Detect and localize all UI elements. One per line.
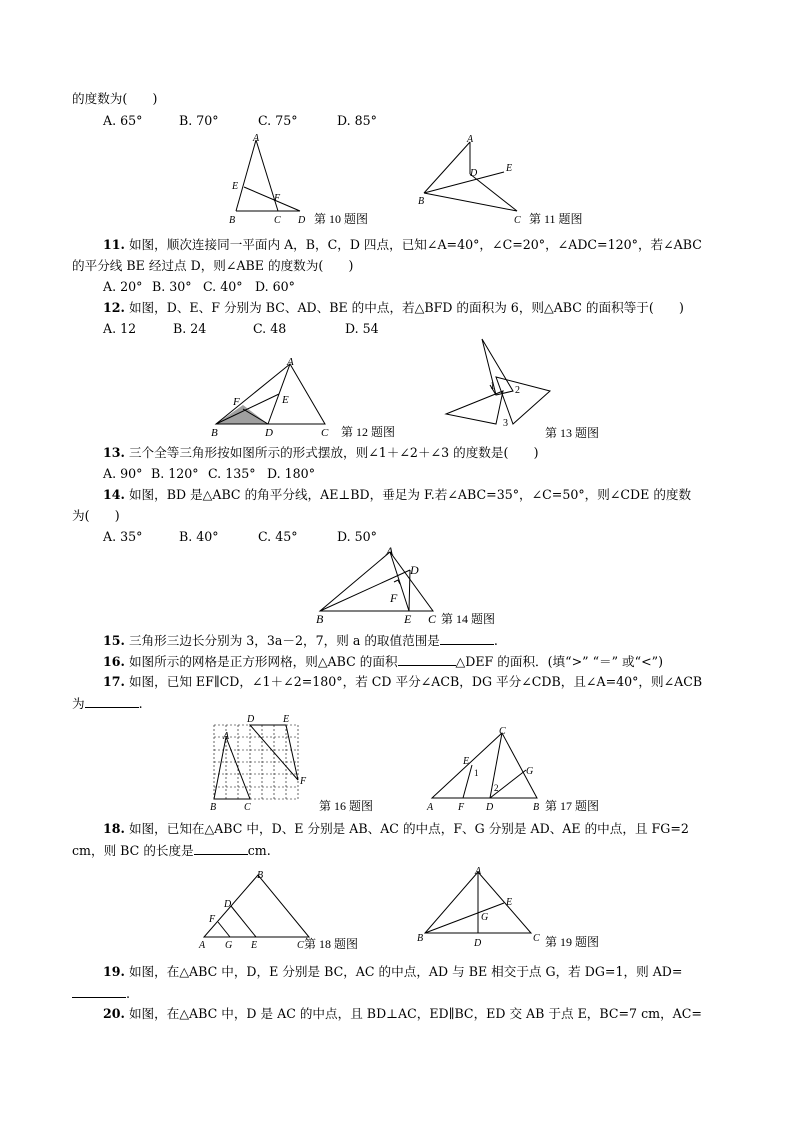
q12-label-f: F xyxy=(233,396,240,408)
q17-caption: 第 17 题图 xyxy=(545,799,600,813)
q16-label-f: F xyxy=(300,776,307,787)
q13-line1 xyxy=(103,445,539,461)
q18-label-a: A xyxy=(199,940,206,951)
q19-label-g: G xyxy=(481,912,489,923)
q17-number: 17. xyxy=(103,674,125,689)
q20-number: 20. xyxy=(103,1006,125,1021)
q13-number: 13. xyxy=(103,445,125,460)
q14-option-a: A. 35° xyxy=(103,529,143,544)
q20-line1 xyxy=(103,1006,702,1022)
q18-label-e: E xyxy=(251,940,258,951)
q10-label-f: F xyxy=(274,193,281,204)
q12-options xyxy=(103,321,379,337)
q10-option-a: A. 65° xyxy=(103,113,143,128)
q18-number: 18. xyxy=(103,821,125,836)
q18-text-2b: cm. xyxy=(247,843,271,858)
q18-text-1: 如图，已知在△ABC 中，D、E 分别是 AB、AC 的中点，F、G 分别是 AD、AE 的中点，且 FG=2 xyxy=(128,821,689,836)
q12-option-c: C. 48 xyxy=(253,321,287,336)
q11-label-e: E xyxy=(506,163,513,174)
q16-label-c: C xyxy=(244,802,251,813)
q18-label-d: D xyxy=(224,899,232,910)
q17-text-1: 如图，已知 EF∥CD，∠1＋∠2=180°，若 CD 平分∠ACB，DG 平分∠CDB，且∠A=40°，则∠ACB xyxy=(128,674,703,689)
q18-label-f: F xyxy=(209,914,216,925)
q10-stem-tail: 的度数为( ) xyxy=(72,91,158,106)
q17-answer-blank[interactable] xyxy=(85,695,139,708)
q12-label-a: A xyxy=(287,356,294,368)
q14-caption: 第 14 题图 xyxy=(441,612,496,626)
q14-number: 14. xyxy=(103,487,125,502)
q11-caption: 第 11 题图 xyxy=(529,212,583,226)
q19-number: 19. xyxy=(103,964,125,979)
figure-q14 xyxy=(310,542,520,628)
q19-text-2: . xyxy=(126,986,131,1001)
q13-angle-3: 3 xyxy=(503,418,508,429)
q12-label-b: B xyxy=(211,427,218,439)
q11-text-2: 的平分线 BE 经过点 D，则∠ABE 的度数为( ) xyxy=(72,258,354,273)
figure-q12 xyxy=(206,355,416,443)
q17-label-d: D xyxy=(486,802,494,813)
q12-option-a: A. 12 xyxy=(103,321,137,336)
q19-label-a: A xyxy=(475,866,482,877)
q13-option-c: C. 135° xyxy=(208,466,256,481)
q10-option-d: D. 85° xyxy=(337,113,377,128)
q11-label-d: D xyxy=(470,168,478,179)
q16-label-e: E xyxy=(283,714,290,725)
q17-label-g: G xyxy=(526,766,534,777)
q10-caption: 第 10 题图 xyxy=(314,212,369,226)
q10-label-a: A xyxy=(253,134,260,144)
q11-label-a: A xyxy=(467,134,474,145)
q18-label-b: B xyxy=(257,870,264,881)
q15-text-b: . xyxy=(493,633,498,648)
q17-label-e: E xyxy=(463,756,470,767)
q13-option-d: D. 180° xyxy=(267,466,315,481)
q14-label-f: F xyxy=(390,591,398,605)
q17-label-a: A xyxy=(427,802,434,813)
q12-label-d: D xyxy=(265,427,273,439)
q10-label-d: D xyxy=(298,215,306,226)
figure-q19 xyxy=(414,864,614,956)
q11-number: 11. xyxy=(103,237,125,252)
q11-option-b: B. 30° xyxy=(152,279,192,294)
figure-q10 xyxy=(224,134,384,230)
q18-label-g: G xyxy=(225,940,233,951)
q11-option-c: C. 40° xyxy=(203,279,243,294)
q17-line1 xyxy=(103,674,702,690)
q14-text-1: 如图，BD 是△ABC 的角平分线，AE⊥BD，垂足为 F.若∠ABC=35°，∠C=50°，则∠CDE 的度数 xyxy=(128,487,692,502)
q10-label-e: E xyxy=(232,181,239,192)
q17-label-b: B xyxy=(533,802,540,813)
q12-label-c: C xyxy=(321,427,329,439)
q12-text-1: 如图，D、E、F 分别为 BC、AD、BE 的中点，若△BFD 的面积为 6，则△ABC 的面积等于( ) xyxy=(128,300,684,315)
q18-line1 xyxy=(103,821,689,837)
q18-text-2a: cm，则 BC 的长度是 xyxy=(72,843,194,858)
q16-text-b: △DEF 的面积．(填“>” “＝” 或“<”) xyxy=(455,654,663,669)
q12-option-d: D. 54 xyxy=(345,321,379,336)
q13-option-a: A. 90° xyxy=(103,466,143,481)
q17-angle-1: 1 xyxy=(474,768,479,778)
q19-line1 xyxy=(103,964,682,980)
q12-caption: 第 12 题图 xyxy=(341,425,396,439)
q19-line2 xyxy=(72,985,130,1002)
q14-label-b: B xyxy=(316,612,324,626)
q18-line2 xyxy=(72,842,271,859)
q10-label-c: C xyxy=(274,215,281,226)
figure-q16 xyxy=(204,710,404,820)
q19-answer-blank[interactable] xyxy=(72,985,126,998)
q10-option-c: C. 75° xyxy=(258,113,298,128)
q13-angle-2: 2 xyxy=(515,385,520,396)
q17-line2 xyxy=(72,695,143,712)
q12-shaded-triangle xyxy=(216,405,268,424)
q16-answer-blank[interactable] xyxy=(398,653,456,666)
q11-options xyxy=(103,279,295,295)
q12-option-b: B. 24 xyxy=(173,321,207,336)
q17-label-f: F xyxy=(458,802,465,813)
q17-label-c: C xyxy=(499,726,506,737)
q14-label-a: A xyxy=(386,544,394,558)
figure-q11 xyxy=(412,134,597,230)
q19-text-1: 如图，在△ABC 中，D，E 分别是 BC，AC 的中点，AD 与 BE 相交于点 G，若 DG=1，则 AD= xyxy=(128,964,683,979)
q14-line1 xyxy=(103,487,691,503)
q14-option-c: C. 45° xyxy=(258,529,298,544)
q19-label-d: D xyxy=(474,938,482,949)
q14-label-c: C xyxy=(428,612,437,626)
q13-options xyxy=(103,466,315,482)
q16-label-a: A xyxy=(223,731,230,742)
q14-label-d: D xyxy=(410,563,419,577)
q14-option-b: B. 40° xyxy=(179,529,219,544)
q16-label-b: B xyxy=(210,802,217,813)
q16-label-d: D xyxy=(247,714,255,725)
q16-caption: 第 16 题图 xyxy=(319,799,374,813)
figure-q18 xyxy=(196,866,386,956)
q14-text-2: 为( ) xyxy=(72,508,120,523)
q20-text-1: 如图，在△ABC 中，D 是 AC 的中点，且 BD⊥AC，ED∥BC，ED 交 AB 于点 E，BC=7 cm，AC= xyxy=(128,1006,702,1021)
q11-label-c: C xyxy=(514,215,521,226)
q15-text-a: 三角形三边长分别为 3，3a－2，7，则 a 的取值范围是 xyxy=(128,633,440,648)
q10-options xyxy=(103,113,377,129)
q12-number: 12. xyxy=(103,300,125,315)
q19-label-e: E xyxy=(506,897,513,908)
q11-label-b: B xyxy=(418,196,425,207)
q12-line1 xyxy=(103,300,684,316)
q12-label-e: E xyxy=(282,394,289,406)
q16-number: 16. xyxy=(103,654,125,669)
q19-label-b: B xyxy=(417,933,424,944)
q14-label-e: E xyxy=(404,612,412,626)
q15-number: 15. xyxy=(103,633,125,648)
q17-angle-2: 2 xyxy=(494,783,499,793)
q16-text-a: 如图所示的网格是正方形网格，则△ABC 的面积 xyxy=(128,654,398,669)
q19-label-c: C xyxy=(533,933,540,944)
q18-caption: 第 18 题图 xyxy=(304,937,359,951)
q13-text-1: 三个全等三角形按如图所示的形式摆放，则∠1＋∠2＋∠3 的度数是( ) xyxy=(128,445,539,460)
q14-option-d: D. 50° xyxy=(337,529,377,544)
figure-q17 xyxy=(424,724,624,820)
q10-option-b: B. 70° xyxy=(179,113,219,128)
q11-option-d: D. 60° xyxy=(255,279,295,294)
q11-text-1: 如图，顺次连接同一平面内 A，B，C，D 四点，已知∠A=40°，∠C=20°，∠ADC=120°，若∠ABC xyxy=(128,237,702,252)
q17-text-2a: 为 xyxy=(72,696,85,711)
q19-caption: 第 19 题图 xyxy=(545,935,600,949)
q16-line xyxy=(103,653,663,670)
q15-answer-blank[interactable] xyxy=(440,632,494,645)
q13-option-b: B. 120° xyxy=(151,466,199,481)
q13-angle-1: 1 xyxy=(490,381,495,392)
q11-option-a: A. 20° xyxy=(103,279,143,294)
q10-label-b: B xyxy=(229,215,236,226)
figure-q13 xyxy=(440,335,620,443)
q18-label-c: C xyxy=(297,940,304,951)
q18-answer-blank[interactable] xyxy=(194,842,248,855)
q13-caption: 第 13 题图 xyxy=(545,426,600,440)
q17-text-2b: . xyxy=(138,696,143,711)
q15-line xyxy=(103,632,498,649)
q11-line1 xyxy=(103,237,702,253)
